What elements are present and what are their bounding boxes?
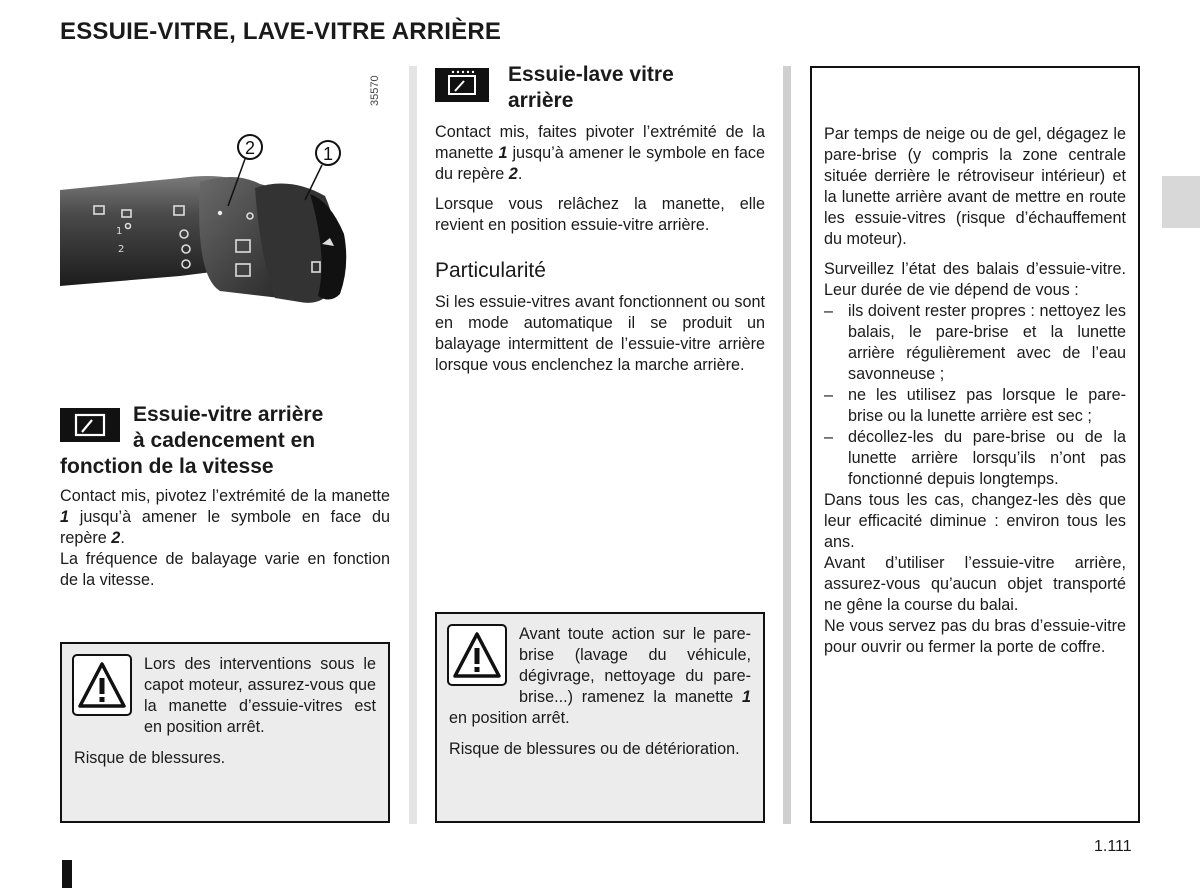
wiper-stalk-figure (60, 66, 390, 366)
right-paragraph-1: Par temps de neige ou de gel, dégagez le pare-brise (y compris la zone centrale située derrière le rétroviseur intérieur) et la lunette arrière avant de mettre en route les essuie-vitres (risque d’échauffement du moteur). (824, 125, 1126, 248)
list-item: – ils doivent rester propres : nettoyez les balais, le pare-brise et la lunette arrière régulièrement avec de l’eau savonneuse ; (824, 301, 1126, 385)
list-item: – ne les utilisez pas lorsque le pare-brise ou la lunette arrière est sec ; (824, 385, 1126, 427)
middle-subheading: Particularité (435, 259, 546, 282)
left-heading-line2: à cadencement en (133, 429, 316, 452)
left-warning-risk: Risque de blessures. (74, 749, 226, 767)
section-tab (1162, 176, 1200, 228)
left-heading-line1: Essuie-vitre arrière (133, 403, 324, 426)
column-separator-right (783, 66, 791, 824)
middle-warning-risk: Risque de blessures ou de détérioration. (449, 740, 740, 758)
left-body (60, 486, 390, 591)
left-warning-text: Lors des interventions sous le capot moteur, assurez-vous que la manette d’essuie-vitres est en position arrêt. (144, 655, 376, 736)
column-separator-left (409, 66, 417, 824)
middle-paragraph-1: Contact mis, faites pivoter l’extrémité de la manette 1 jusqu’à amener le symbole en face du repère 2. (435, 123, 765, 183)
right-paragraph-2: Surveillez l’état des balais d’essuie-vitre. Leur durée de vie dépend de vous : (824, 260, 1126, 299)
page-number: 1.111 (1094, 838, 1132, 855)
list-item: – décollez-les du pare-brise ou de la lunette arrière lorsqu’ils n’ont pas fonctionné depuis longtemps. (824, 427, 1126, 490)
svg-text:2: 2 (244, 138, 256, 158)
left-warning-box (60, 642, 390, 823)
left-heading-line3: fonction de la vitesse (60, 455, 274, 478)
left-paragraph-1: Contact mis, pivotez l’extrémité de la manette 1 jusqu’à amener le symbole en face du repère 2. (60, 487, 390, 547)
left-paragraph-2: La fréquence de balayage varie en fonction de la vitesse. (60, 550, 390, 589)
right-paragraph-5: Ne vous servez pas du bras d’essuie-vitre pour ouvrir ou fermer la porte de coffre. (824, 617, 1126, 656)
svg-text:1: 1 (322, 144, 334, 164)
middle-warning-box (435, 612, 765, 823)
right-bullet-list (824, 301, 1126, 490)
middle-paragraph-2: Lorsque vous relâchez la manette, elle revient en position essuie-vitre arrière. (435, 195, 765, 234)
middle-warning-text: Avant toute action sur le pare-brise (lavage du véhicule, dégivrage, nettoyage du pare-brise...) ramenez la manette 1 en position arrêt. (449, 625, 751, 727)
middle-heading (508, 62, 768, 114)
figure-reference: 35570 (369, 75, 381, 106)
page-title: ESSUIE-VITRE, LAVE-VITRE ARRIÈRE (60, 18, 502, 45)
crop-mark (62, 860, 72, 888)
middle-heading-line2: arrière (508, 89, 574, 112)
right-paragraph-3: Dans tous les cas, changez-les dès que leur efficacité diminue : environ tous les ans. (824, 491, 1126, 551)
right-note-box (810, 66, 1140, 823)
right-paragraph-4: Avant d’utiliser l’essuie-vitre arrière, assurez-vous qu’aucun objet transporté ne gêne la course du balai. (824, 554, 1126, 614)
middle-paragraph-3: Si les essuie-vitres avant fonctionnent ou sont en mode automatique il se produit un balayage intermittent de l’essuie-vitre arrière lorsque vous enclenchez la marche arrière. (435, 293, 765, 374)
rear-wash-wipe-icon (435, 68, 489, 102)
middle-body (435, 122, 765, 376)
stalk-mark-2: 2 (118, 244, 125, 255)
middle-heading-line1: Essuie-lave vitre (508, 63, 674, 86)
left-heading (60, 402, 390, 480)
stalk-mark-1: 1 (116, 226, 123, 237)
